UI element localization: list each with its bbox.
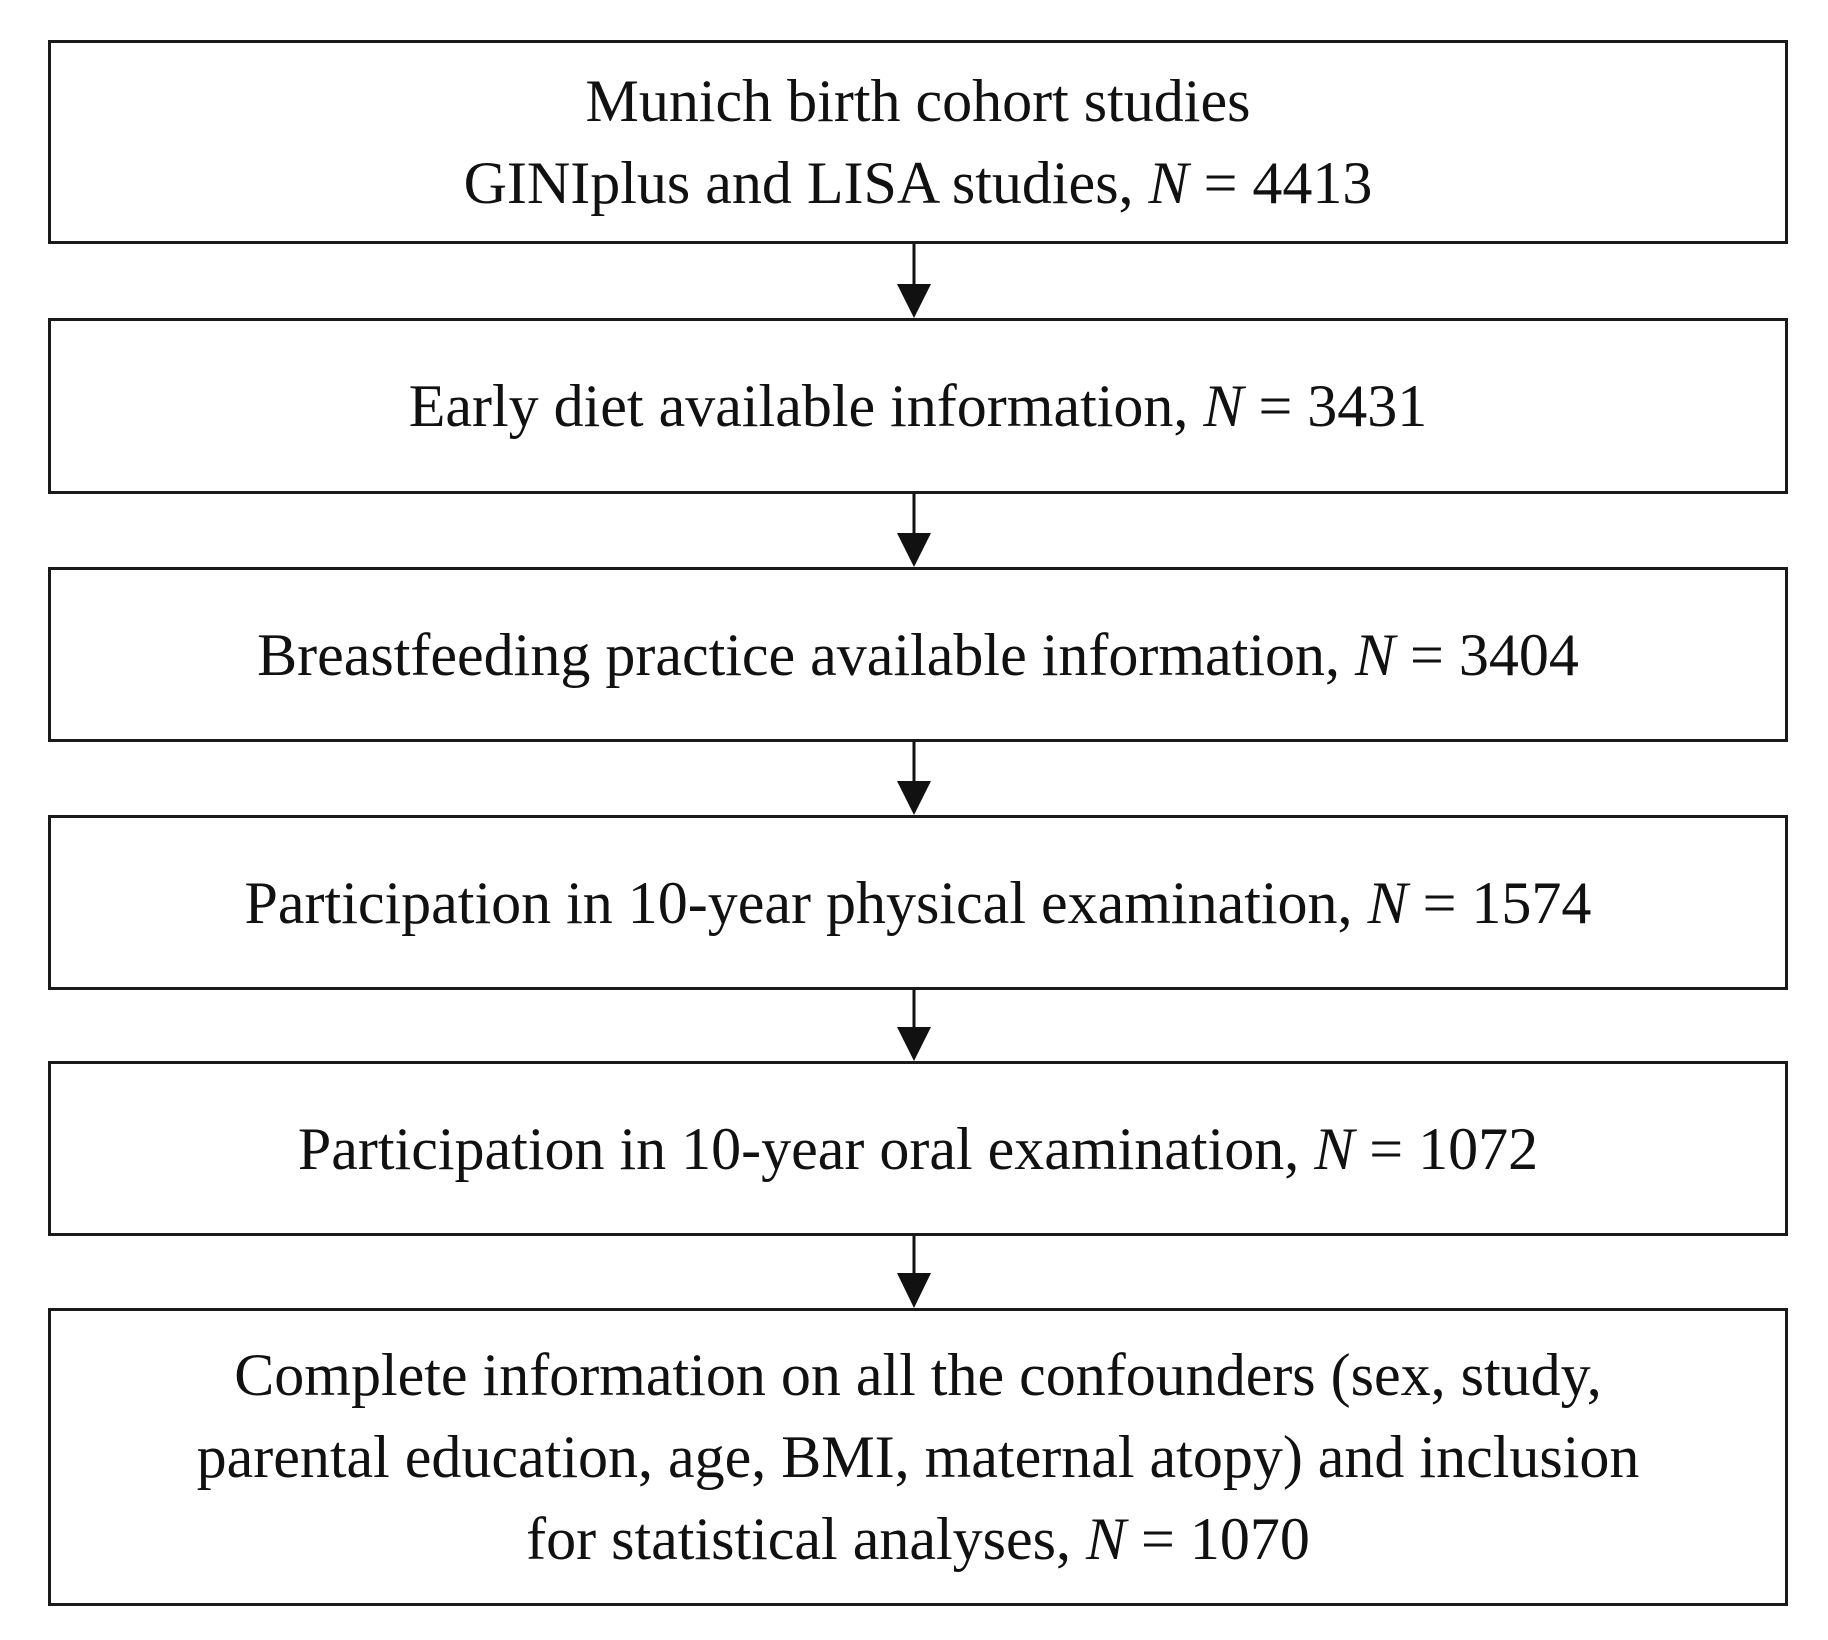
step-text-line: parental education, age, BMI, maternal atopy) and inclusion [196, 1424, 1640, 1490]
n-label: N [1314, 1115, 1355, 1182]
n-label: N [1148, 150, 1189, 216]
n-value: = 4413 [1203, 150, 1373, 216]
arrow-down-icon [0, 494, 1828, 569]
step-text: Participation in 10-year physical examination, [244, 869, 1353, 936]
step-text: Early diet available information, [408, 373, 1189, 439]
step-text: Breastfeeding practice available information, [257, 621, 1340, 688]
n-value: = 3404 [1410, 621, 1579, 688]
n-label: N [1085, 1506, 1127, 1572]
step-box-cohort [48, 40, 1788, 244]
step-box-early-diet [48, 318, 1788, 494]
arrow-down-icon [0, 990, 1828, 1065]
arrow-down-icon [0, 1236, 1828, 1311]
step-text-line: Munich birth cohort studies [585, 68, 1251, 134]
arrow-down-icon [0, 742, 1828, 817]
step-box-oral-exam [48, 1061, 1788, 1236]
step-text-line [526, 1498, 1310, 1580]
n-label: N [1354, 621, 1396, 688]
step-text: for statistical analyses, [526, 1506, 1071, 1572]
n-value: = 1574 [1422, 869, 1592, 936]
step-box-physical-exam [48, 815, 1788, 990]
n-label: N [1203, 373, 1244, 439]
step-box-final-sample [48, 1308, 1788, 1606]
step-text-line [298, 1108, 1538, 1190]
n-label: N [1367, 869, 1408, 936]
n-value: = 1070 [1141, 1506, 1310, 1572]
arrow-down-icon [0, 244, 1828, 319]
step-text-line [245, 862, 1592, 944]
step-text: Participation in 10-year oral examination, [297, 1115, 1300, 1182]
step-text-line [409, 365, 1428, 447]
step-box-breastfeeding [48, 567, 1788, 742]
n-value: = 1072 [1369, 1115, 1539, 1182]
n-value: = 3431 [1258, 373, 1428, 439]
step-text-line [257, 614, 1579, 696]
step-text-line: Complete information on all the confounders (sex, study, [234, 1342, 1602, 1408]
step-text-line [464, 142, 1373, 224]
step-text: GINIplus and LISA studies, [463, 150, 1134, 216]
